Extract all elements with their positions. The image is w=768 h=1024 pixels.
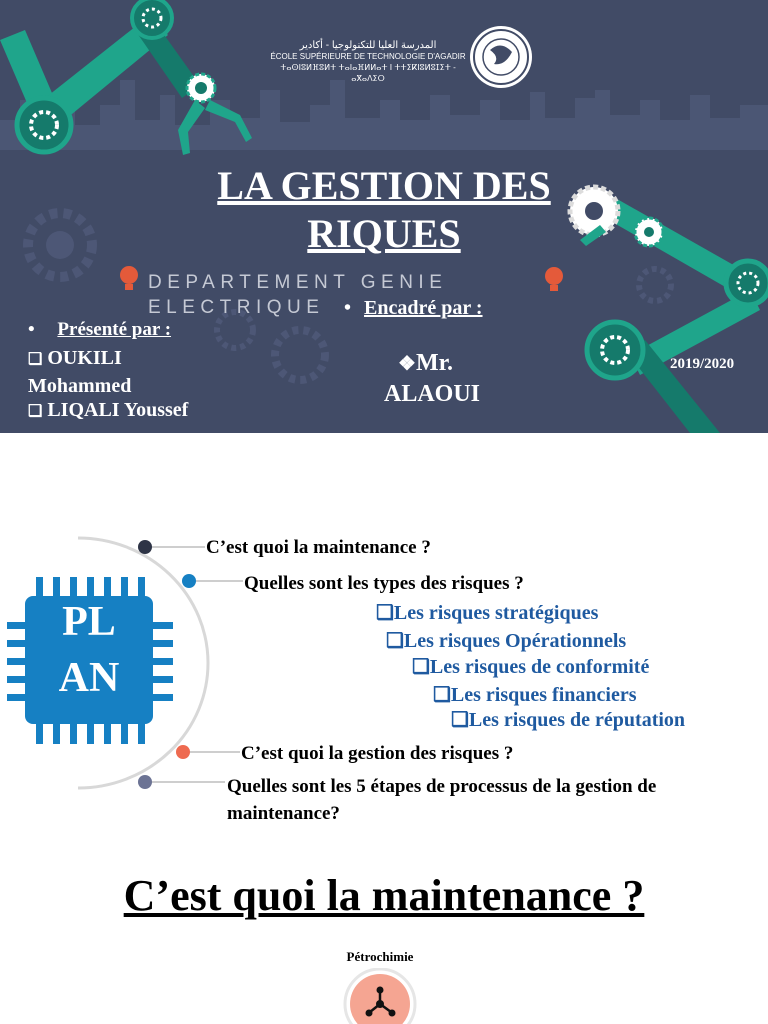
school-logo-text <box>270 40 466 84</box>
checkbox-icon: ❑ <box>28 351 43 368</box>
author-2-name: LIQALI Youssef <box>47 399 189 421</box>
plan-dot-3 <box>176 745 190 759</box>
plan-item-4: Quelles sont les 5 étapes de processus de la gestion de <box>227 776 657 797</box>
plan-line-2: AN <box>58 655 120 701</box>
author-1-second: Mohammed <box>28 375 132 397</box>
risk-type-strategic: ❑Les risques stratégiques <box>376 602 599 624</box>
plan-line-1: PL <box>62 599 116 645</box>
school-name-french: ÉCOLE SUPÉRIEURE DE TECHNOLOGIE D'AGADIR <box>270 52 466 61</box>
petrochemistry-label: Pétrochimie <box>346 949 414 964</box>
presentation-title <box>180 162 588 258</box>
bullet: • <box>344 297 352 319</box>
risk-type-compliance: ❑Les risques de conformité <box>412 656 650 678</box>
author-1-first: OUKILI <box>47 347 122 369</box>
author-2 <box>28 397 188 425</box>
bullet: • <box>28 319 35 340</box>
plan-item-1: C’est quoi la maintenance ? <box>206 537 431 558</box>
plan-item-2: Quelles sont les types des risques ? <box>244 573 524 594</box>
school-name-tifinagh: ⵜⴰⵙⵏⵓⵍⴼⵓⵍⵜ ⵜⴰⵏⴰⴼⵍⵍⴰⵜ ⵏ ⵜⵜⵉⴽⵏⵓⵍⵓⵊⵉⵜ - ⴰⴳⴰⴷⵉⵔ <box>280 63 456 83</box>
supervisor <box>384 348 480 409</box>
title-line-2: RIQUES <box>307 211 461 256</box>
title-line-1: LA GESTION DES <box>217 163 551 208</box>
department-line-2: ELECTRIQUE <box>148 297 325 318</box>
supervised-label: Encadré par : <box>364 297 483 319</box>
risk-type-operational: ❑Les risques Opérationnels <box>386 630 627 652</box>
academic-year: 2019/2020 <box>670 356 735 372</box>
supervisor-name: ALAOUI <box>384 381 481 407</box>
checkbox-icon: ❑ <box>28 403 43 420</box>
maintenance-title: C’est quoi la maintenance ? <box>123 871 645 920</box>
supervisor-title: Mr. <box>415 350 454 376</box>
plan-dot-4 <box>138 775 152 789</box>
presented-heading <box>28 318 171 342</box>
school-seal-logo <box>490 46 512 68</box>
plan-dot-1 <box>138 540 152 554</box>
supervised-heading <box>344 296 483 320</box>
diamond-bullet-icon: ❖ <box>398 353 416 375</box>
plan-chip-label <box>25 601 153 699</box>
risk-type-reputation: ❑Les risques de réputation <box>451 709 686 731</box>
plan-item-3: C’est quoi la gestion des risques ? <box>241 743 514 764</box>
plan-item-4-continued: maintenance? <box>227 803 340 824</box>
title-slide <box>0 0 768 433</box>
presented-label: Présenté par : <box>57 319 172 340</box>
author-1 <box>28 345 208 399</box>
department-line-1: DEPARTEMENT GENIE <box>148 272 448 293</box>
molecule-icon <box>340 968 420 1024</box>
risk-type-financial: ❑Les risques financiers <box>433 684 637 706</box>
school-name-arabic: المدرسة العليا للتكنولوجيا - أكادير <box>299 40 437 51</box>
plan-dot-2 <box>182 574 196 588</box>
